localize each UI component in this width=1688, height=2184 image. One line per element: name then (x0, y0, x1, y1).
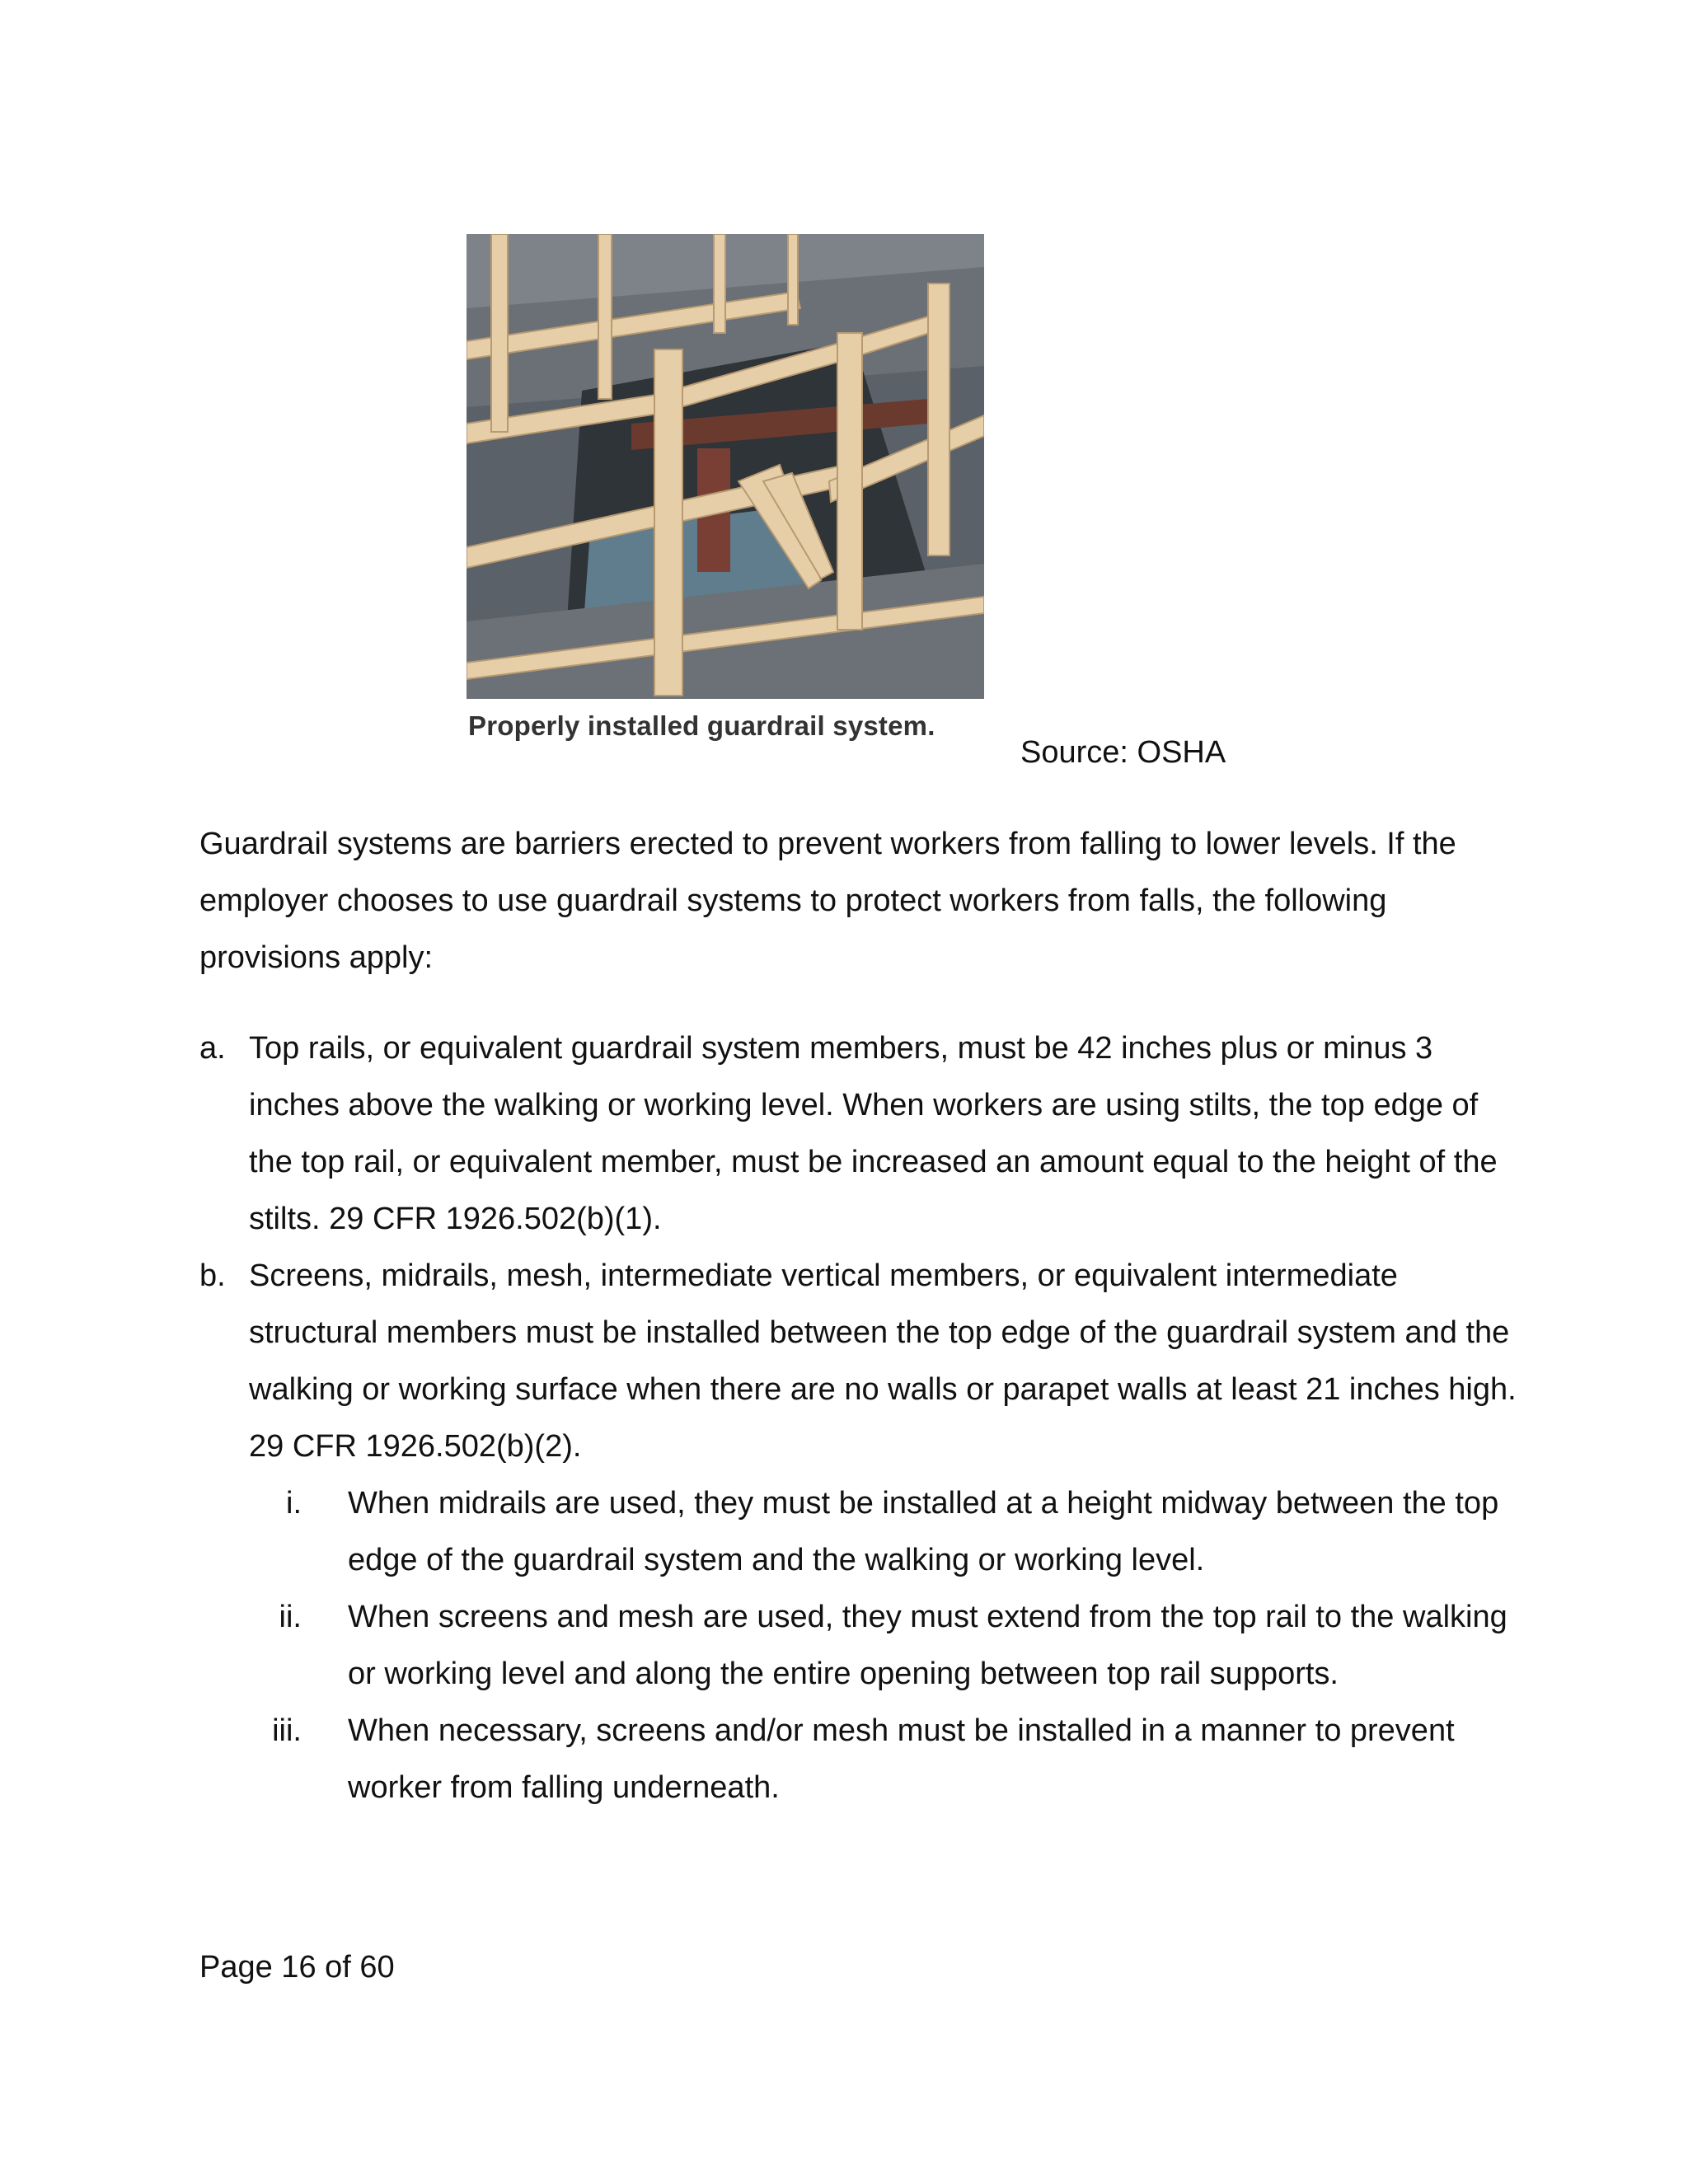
guardrail-photo-icon (467, 234, 984, 699)
sub-provision-item-iii (249, 1703, 1518, 1816)
list-marker: ii. (279, 1600, 302, 1634)
figure-source: Source: OSHA (1020, 735, 1226, 770)
provisions-list (199, 1020, 1518, 1816)
list-marker: b. (199, 1258, 226, 1293)
page-number: Page 16 of 60 (199, 1950, 395, 1985)
provision-text: Screens, midrails, mesh, intermediate vertical members, or equivalent intermediate structural members must be installed between the top edge of the guardrail system and the walking or working surface when there are no walls or parapet walls at least 21 inches high. 29 CFR 1926.502(b)(2). (249, 1258, 1517, 1464)
sub-provision-text: When screens and mesh are used, they must extend from the top rail to the walking or working level and along the entire opening between top rail supports. (348, 1600, 1507, 1691)
provision-item-a (199, 1020, 1518, 1248)
provision-text: Top rails, or equivalent guardrail system members, must be 42 inches plus or minus 3 inches above the walking or working level. When workers are using stilts, the top edge of the top rail, or equivalent member, must be increased an amount equal to the height of the stilts. 29 CFR 1926.502(b)(1). (249, 1031, 1498, 1236)
list-marker: iii. (272, 1713, 302, 1748)
sub-provisions-list (249, 1475, 1518, 1816)
provision-item-b (199, 1248, 1518, 1816)
sub-provision-text: When midrails are used, they must be installed at a height midway between the top edge of the guardrail system and the walking or working level. (348, 1486, 1499, 1577)
sub-provision-item-ii (249, 1589, 1518, 1703)
list-marker: i. (286, 1486, 302, 1521)
intro-paragraph: Guardrail systems are barriers erected to prevent workers from falling to lower levels. If the employer chooses to use guardrail systems to protect workers from falls, the following provisions apply: (199, 827, 1456, 975)
figure-caption: Properly installed guardrail system. (468, 710, 935, 741)
guardrail-photo (467, 234, 984, 699)
sub-provision-text: When necessary, screens and/or mesh must be installed in a manner to prevent worker from falling underneath. (348, 1713, 1455, 1805)
list-marker: a. (199, 1031, 226, 1066)
sub-provision-item-i (249, 1475, 1518, 1589)
